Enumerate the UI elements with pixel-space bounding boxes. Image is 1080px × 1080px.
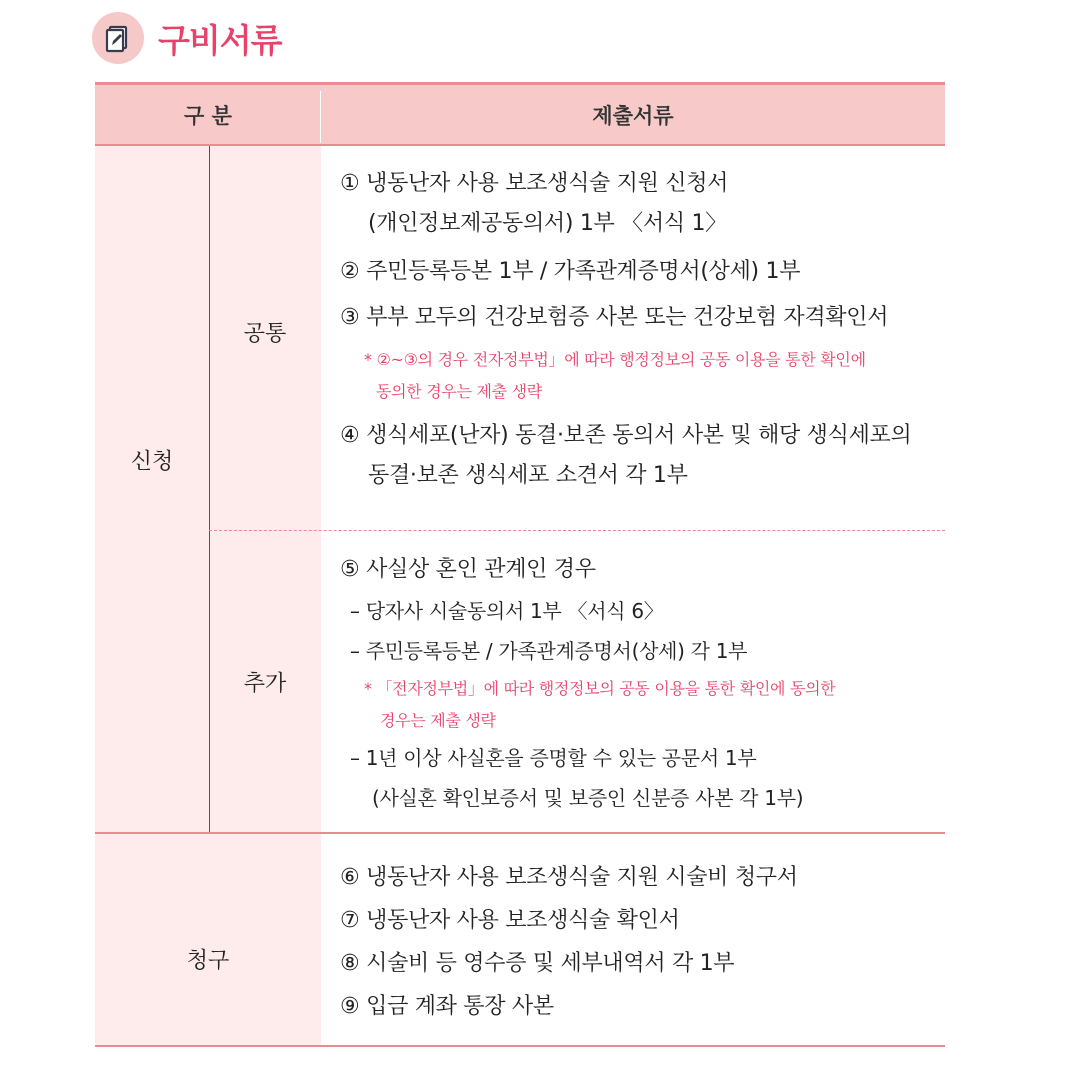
page-title: 구비서류 xyxy=(158,20,282,60)
list-item: ④ 생식세포(난자) 동결·보존 동의서 사본 및 해당 생식세포의 xyxy=(340,423,912,448)
label-claim: 청구 xyxy=(186,948,230,974)
list-item: – 주민등록등본 / 가족관계증명서(상세) 각 1부 xyxy=(350,639,748,663)
note-text: * ②~③의 경우 전자정부법」에 따라 행정정보의 공동 이용을 통한 확인에 xyxy=(364,350,866,369)
list-item: – 1년 이상 사실혼을 증명할 수 있는 공문서 1부 xyxy=(350,746,757,770)
list-item: 동결·보존 생식세포 소견서 각 1부 xyxy=(368,463,688,488)
table-bottom-rule xyxy=(95,1045,945,1047)
note-text: 동의한 경우는 제출 생략 xyxy=(376,382,542,401)
list-item: ① 냉동난자 사용 보조생식술 지원 신청서 xyxy=(340,171,729,196)
list-item: (개인정보제공동의서) 1부 〈서식 1〉 xyxy=(368,211,727,236)
documents-table xyxy=(95,82,945,1048)
note-text: 경우는 제출 생략 xyxy=(380,711,496,730)
list-item: ⑥ 냉동난자 사용 보조생식술 지원 시술비 청구서 xyxy=(340,865,798,890)
list-item: ② 주민등록등본 1부 / 가족관계증명서(상세) 1부 xyxy=(340,259,801,284)
list-item: – 당자사 시술동의서 1부 〈서식 6〉 xyxy=(350,599,664,623)
column-divider xyxy=(209,146,210,832)
list-item: (사실혼 확인보증서 및 보증인 신분증 사본 각 1부) xyxy=(372,786,804,810)
list-item: ⑦ 냉동난자 사용 보조생식술 확인서 xyxy=(340,908,680,933)
label-common: 공통 xyxy=(243,321,287,347)
list-item: ③ 부부 모두의 건강보험증 사본 또는 건강보험 자격확인서 xyxy=(340,305,889,330)
document-edit-icon xyxy=(92,12,144,64)
dashed-divider xyxy=(209,530,945,531)
left-column-bg xyxy=(95,146,321,832)
label-extra: 추가 xyxy=(243,671,287,697)
list-item: ⑤ 사실상 혼인 관계인 경우 xyxy=(340,557,596,582)
note-text: * 「전자정부법」에 따라 행정정보의 공동 이용을 통한 확인에 동의한 xyxy=(364,679,836,698)
row-divider xyxy=(95,832,945,834)
header-documents: 제출서류 xyxy=(592,104,674,128)
left-column-bg-claim xyxy=(95,834,321,1046)
table-header xyxy=(95,82,945,146)
list-item: ⑧ 시술비 등 영수증 및 세부내역서 각 1부 xyxy=(340,951,735,976)
label-apply: 신청 xyxy=(130,449,174,475)
header-category: 구 분 xyxy=(184,104,232,128)
list-item: ⑨ 입금 계좌 통장 사본 xyxy=(340,994,554,1019)
section-title xyxy=(92,10,282,66)
